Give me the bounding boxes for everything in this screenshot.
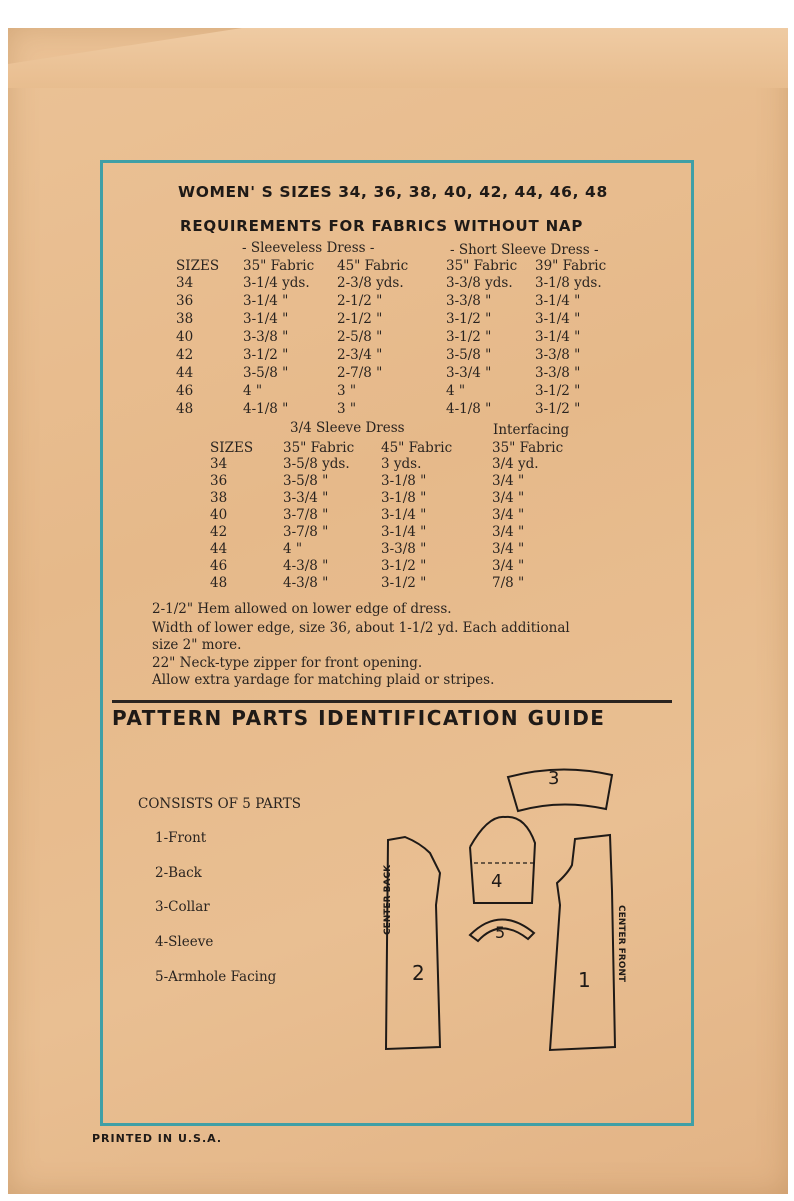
t1-table-cell: 3-3/8 ": [535, 347, 581, 363]
t1-table-cell: 3-3/8 ": [535, 365, 581, 381]
group-short-sleeve: - Short Sleeve Dress -: [450, 242, 599, 258]
center-back-label: CENTER BACK: [383, 864, 393, 935]
note-hem: 2-1/2" Hem allowed on lower edge of dress.: [152, 601, 452, 617]
t1-table-cell: 2-3/8 yds.: [337, 275, 404, 291]
t2-table-cell: 34: [210, 456, 228, 472]
group-interfacing: Interfacing: [493, 422, 570, 438]
back-piece-number: 2: [412, 961, 425, 985]
t1-table-cell: 3-3/8 ": [243, 329, 289, 345]
t1-table-cell: 4-1/8 ": [243, 401, 289, 417]
t2-table-cell: 3-7/8 ": [283, 507, 329, 523]
t1-column-header: 39" Fabric: [535, 258, 607, 274]
t1-table-cell: 3-5/8 ": [446, 347, 492, 363]
t1-table-cell: 3-1/2 ": [535, 401, 581, 417]
t2-table-cell: 38: [210, 490, 228, 506]
t2-table-cell: 3/4 ": [492, 490, 525, 506]
sizes-title: WOMEN' S SIZES 34, 36, 38, 40, 42, 44, 46, 48: [178, 183, 608, 201]
t2-table-cell: 36: [210, 473, 228, 489]
t2-table-cell: 3-1/2 ": [381, 575, 427, 591]
group-three-quarter-sleeve: 3/4 Sleeve Dress: [290, 420, 405, 436]
t1-table-cell: 42: [176, 347, 194, 363]
part-item-back: 2-Back: [155, 865, 202, 881]
t1-table-cell: 3-1/4 ": [243, 311, 289, 327]
sleeve-piece-number: 4: [491, 871, 503, 892]
t2-column-header: 35" Fabric: [283, 440, 355, 456]
group-sleeveless: - Sleeveless Dress -: [242, 240, 375, 256]
t1-table-cell: 3-1/2 ": [446, 311, 492, 327]
part-item-collar: 3-Collar: [155, 899, 210, 915]
front-piece-shape: [550, 835, 615, 1050]
printed-in-usa: PRINTED IN U.S.A.: [92, 1132, 223, 1145]
requirements-title: REQUIREMENTS FOR FABRICS WITHOUT NAP: [180, 217, 584, 235]
t1-table-cell: 3-3/4 ": [446, 365, 492, 381]
t2-table-cell: 3/4 yd.: [492, 456, 539, 472]
t2-table-cell: 3-1/2 ": [381, 558, 427, 574]
t2-column-header: 35" Fabric: [492, 440, 564, 456]
t2-table-cell: 4 ": [283, 541, 303, 557]
t2-table-cell: 3-1/8 ": [381, 490, 427, 506]
t1-table-cell: 3-1/8 yds.: [535, 275, 602, 291]
t1-table-cell: 36: [176, 293, 194, 309]
t2-table-cell: 40: [210, 507, 228, 523]
t1-column-header: 35" Fabric: [243, 258, 315, 274]
t1-column-header: 45" Fabric: [337, 258, 409, 274]
t1-table-cell: 3-1/4 ": [535, 293, 581, 309]
parts-count: CONSISTS OF 5 PARTS: [138, 796, 301, 812]
note-plaid: Allow extra yardage for matching plaid or stripes.: [152, 672, 495, 688]
t2-column-header: SIZES: [210, 440, 254, 456]
t1-table-cell: 4 ": [446, 383, 466, 399]
t2-table-cell: 42: [210, 524, 228, 540]
note-width: Width of lower edge, size 36, about 1-1/2 yd. Each additional: [152, 620, 570, 636]
t2-table-cell: 3-7/8 ": [283, 524, 329, 540]
t2-column-header: 45" Fabric: [381, 440, 453, 456]
t1-table-cell: 2-3/4 ": [337, 347, 383, 363]
note-zipper: 22" Neck-type zipper for front opening.: [152, 655, 423, 671]
t1-table-cell: 46: [176, 383, 194, 399]
center-front-label: CENTER FRONT: [616, 905, 626, 983]
t2-table-cell: 3-5/8 ": [283, 473, 329, 489]
t1-table-cell: 3-1/2 ": [243, 347, 289, 363]
facing-piece-number: 5: [495, 923, 506, 942]
t1-table-cell: 3-1/2 ": [535, 383, 581, 399]
t1-table-cell: 3-1/4 ": [535, 329, 581, 345]
t1-table-cell: 48: [176, 401, 194, 417]
t2-table-cell: 3-3/4 ": [283, 490, 329, 506]
t1-table-cell: 40: [176, 329, 194, 345]
sleeve-piece-shape: [470, 817, 535, 903]
t2-table-cell: 3-3/8 ": [381, 541, 427, 557]
t2-table-cell: 3/4 ": [492, 558, 525, 574]
t1-table-cell: 3-3/8 ": [446, 293, 492, 309]
t2-table-cell: 3/4 ": [492, 473, 525, 489]
t2-table-cell: 3-5/8 yds.: [283, 456, 350, 472]
t1-table-cell: 3-1/4 yds.: [243, 275, 310, 291]
t2-table-cell: 3 yds.: [381, 456, 422, 472]
collar-piece-number: 3: [548, 768, 560, 789]
note-size-more: size 2" more.: [152, 637, 242, 653]
t1-table-cell: 3-1/4 ": [535, 311, 581, 327]
t2-table-cell: 48: [210, 575, 228, 591]
t1-table-cell: 2-5/8 ": [337, 329, 383, 345]
t1-table-cell: 2-1/2 ": [337, 293, 383, 309]
part-item-front: 1-Front: [155, 830, 207, 846]
t2-table-cell: 3/4 ": [492, 507, 525, 523]
t1-table-cell: 44: [176, 365, 194, 381]
divider-rule: [112, 700, 672, 703]
t1-column-header: SIZES: [176, 258, 220, 274]
t1-table-cell: 38: [176, 311, 194, 327]
part-item-armhole-facing: 5-Armhole Facing: [155, 969, 277, 985]
t1-table-cell: 3 ": [337, 383, 357, 399]
t1-column-header: 35" Fabric: [446, 258, 518, 274]
part-item-sleeve: 4-Sleeve: [155, 934, 214, 950]
t1-table-cell: 3-1/2 ": [446, 329, 492, 345]
t2-table-cell: 3-1/4 ": [381, 507, 427, 523]
t1-table-cell: 4 ": [243, 383, 263, 399]
t2-table-cell: 44: [210, 541, 228, 557]
guide-title: PATTERN PARTS IDENTIFICATION GUIDE: [112, 706, 606, 730]
t2-table-cell: 7/8 ": [492, 575, 525, 591]
pattern-pieces-diagram: [360, 755, 660, 1065]
t2-table-cell: 3-1/4 ": [381, 524, 427, 540]
t2-table-cell: 3-1/8 ": [381, 473, 427, 489]
t1-table-cell: 3-3/8 yds.: [446, 275, 513, 291]
t1-table-cell: 2-1/2 ": [337, 311, 383, 327]
t1-table-cell: 2-7/8 ": [337, 365, 383, 381]
t1-table-cell: 3-1/4 ": [243, 293, 289, 309]
t2-table-cell: 3/4 ": [492, 524, 525, 540]
back-piece-shape: [386, 837, 440, 1049]
front-piece-number: 1: [578, 968, 591, 992]
t2-table-cell: 46: [210, 558, 228, 574]
t2-table-cell: 4-3/8 ": [283, 575, 329, 591]
collar-piece-shape: [508, 769, 612, 811]
t2-table-cell: 4-3/8 ": [283, 558, 329, 574]
t1-table-cell: 3-5/8 ": [243, 365, 289, 381]
t1-table-cell: 34: [176, 275, 194, 291]
t2-table-cell: 3/4 ": [492, 541, 525, 557]
t1-table-cell: 4-1/8 ": [446, 401, 492, 417]
t1-table-cell: 3 ": [337, 401, 357, 417]
